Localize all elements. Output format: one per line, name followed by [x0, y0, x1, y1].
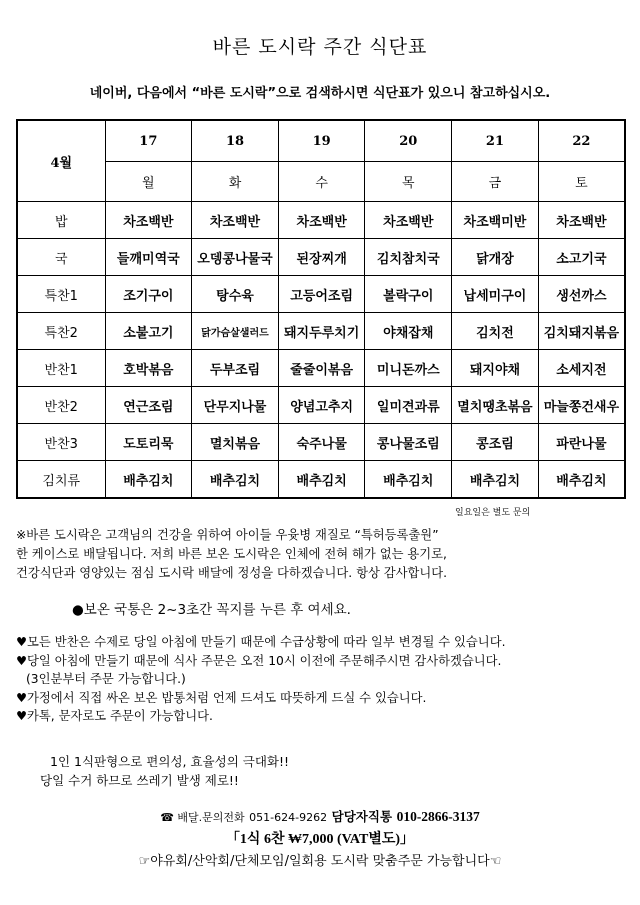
dish-cell: 닭개장	[452, 239, 539, 276]
slogan-line: 당일 수거 하므로 쓰레기 발생 제로!!	[40, 773, 239, 788]
row-label: 밥	[17, 202, 105, 239]
dish-cell: 김치참치국	[365, 239, 452, 276]
dish-cell: 돼지두루치기	[278, 313, 365, 350]
dish-cell: 조기구이	[105, 276, 192, 313]
intro-line: 한 케이스로 배달됩니다. 저희 바른 보온 도시락은 인체에 전혀 해가 없는 용기로,	[16, 547, 447, 561]
row-label: 반찬2	[17, 387, 105, 424]
table-row	[17, 202, 625, 239]
dish-cell: 오뎅콩나물국	[192, 239, 279, 276]
manager-label: 담당자직통	[331, 809, 393, 824]
notice-item: ♥가정에서 직접 싸온 보온 밥통처럼 언제 드셔도 따뜻하게 드실 수 있습니다.	[16, 690, 427, 705]
dish-cell: 차조백반	[192, 202, 279, 239]
dish-cell: 도토리묵	[105, 424, 192, 461]
soup-container-tip: ●보온 국통은 2~3초간 꼭지를 누른 후 여세요.	[72, 602, 351, 618]
dish-cell: 배추김치	[278, 461, 365, 499]
weekday-cell: 월	[105, 162, 192, 202]
notice-item: (3인분부터 주문 가능합니다.)	[26, 672, 186, 686]
dish-cell: 된장찌개	[278, 239, 365, 276]
dish-cell: 돼지야채	[452, 350, 539, 387]
dish-cell: 호박볶음	[105, 350, 192, 387]
date-cell: 19	[278, 120, 365, 162]
search-instruction: 네이버, 다음에서 “바른 도시락”으로 검색하시면 식단표가 있으니 참고하십시오.	[89, 86, 551, 101]
weekday-cell: 금	[452, 162, 539, 202]
dish-cell: 소고기국	[538, 239, 625, 276]
notice-item: ♥모든 반찬은 수제로 당일 아침에 만들기 때문에 수급상황에 따라 일부 변경될 수 있습니다.	[16, 635, 506, 649]
intro-line: 건강식단과 영양있는 점심 도시락 배달에 정성을 다하겠습니다. 항상 감사합니다.	[16, 566, 448, 580]
table-row	[17, 239, 625, 276]
dish-cell: 배추김치	[192, 461, 279, 499]
date-cell: 20	[365, 120, 452, 162]
dish-cell: 탕수육	[192, 276, 279, 313]
intro-line: ※바른 도시락은 고객님의 건강을 위하여 아이들 우윳병 재질로 “특허등록출원”	[16, 528, 439, 542]
date-header-row	[17, 120, 625, 162]
weekday-cell: 수	[278, 162, 365, 202]
table-row	[17, 461, 625, 499]
date-cell: 18	[192, 120, 279, 162]
table-row	[17, 313, 625, 350]
dish-cell: 차조백반	[538, 202, 625, 239]
row-label: 반찬3	[17, 424, 105, 461]
dish-cell: 미니돈까스	[365, 350, 452, 387]
footer	[0, 806, 640, 873]
dish-cell: 고등어조림	[278, 276, 365, 313]
dish-cell: 납세미구이	[452, 276, 539, 313]
dish-cell: 차조백반	[365, 202, 452, 239]
sunday-note: 일요일은 별도 문의	[455, 508, 531, 518]
weekday-cell: 목	[365, 162, 452, 202]
date-cell: 22	[538, 120, 625, 162]
weekday-cell: 토	[538, 162, 625, 202]
dish-cell: 숙주나물	[278, 424, 365, 461]
table-row	[17, 387, 625, 424]
dish-cell: 소불고기	[105, 313, 192, 350]
dish-cell: 닭가슴살샐러드	[192, 313, 279, 350]
slogan	[16, 752, 289, 790]
dish-cell: 차조백반	[105, 202, 192, 239]
notice-item: ♥당일 아침에 만들기 때문에 식사 주문은 오전 10시 이전에 주문해주시면 감사하겠습니다.	[16, 653, 502, 668]
notice-item: ♥카톡, 문자로도 주문이 가능합니다.	[16, 709, 213, 723]
dish-cell: 들깨미역국	[105, 239, 192, 276]
dish-cell: 김치전	[452, 313, 539, 350]
dish-cell: 차조백미반	[452, 202, 539, 239]
row-label: 특찬1	[17, 276, 105, 313]
weekday-cell: 화	[192, 162, 279, 202]
table-row	[17, 276, 625, 313]
dish-cell: 볼락구이	[365, 276, 452, 313]
dish-cell: 소세지전	[538, 350, 625, 387]
dish-cell: 배추김치	[365, 461, 452, 499]
dish-cell: 야채잡채	[365, 313, 452, 350]
dish-cell: 양념고추지	[278, 387, 365, 424]
table-row	[17, 350, 625, 387]
table-row	[17, 424, 625, 461]
dish-cell: 연근조림	[105, 387, 192, 424]
intro-paragraph	[16, 526, 626, 583]
dish-cell: 배추김치	[538, 461, 625, 499]
contact-line	[0, 806, 640, 829]
date-cell: 17	[105, 120, 192, 162]
date-cell: 21	[452, 120, 539, 162]
notice-list	[16, 633, 636, 726]
manager-phone[interactable]: 010-2866-3137	[396, 809, 480, 824]
dish-cell: 배추김치	[105, 461, 192, 499]
dish-cell: 김치돼지볶음	[538, 313, 625, 350]
row-label: 김치류	[17, 461, 105, 499]
price-info: 「1식 6찬 ₩7,000 (VAT별도)」	[225, 832, 415, 847]
phone-label: ☎ 배달.문의전화	[160, 811, 245, 824]
dish-cell: 줄줄이볶음	[278, 350, 365, 387]
dish-cell: 멸치땡초볶음	[452, 387, 539, 424]
dish-cell: 콩나물조림	[365, 424, 452, 461]
dish-cell: 두부조림	[192, 350, 279, 387]
dish-cell: 단무지나물	[192, 387, 279, 424]
weekly-menu-table	[16, 119, 626, 499]
dish-cell: 일미견과류	[365, 387, 452, 424]
phone-number[interactable]: 051-624-9262	[249, 811, 328, 824]
row-label: 특찬2	[17, 313, 105, 350]
weekday-header-row	[17, 162, 625, 202]
dish-cell: 배추김치	[452, 461, 539, 499]
slogan-line: 1인 1식판형으로 편의성, 효율성의 극대화!!	[50, 754, 289, 769]
dish-cell: 콩조림	[452, 424, 539, 461]
dish-cell: 차조백반	[278, 202, 365, 239]
row-label: 반찬1	[17, 350, 105, 387]
month-cell: 4월	[17, 120, 105, 202]
dish-cell: 파란나물	[538, 424, 625, 461]
group-order-info: ☞야유회/산악회/단체모임/일회용 도시락 맞춤주문 가능합니다☜	[138, 854, 502, 869]
dish-cell: 멸치볶음	[192, 424, 279, 461]
row-label: 국	[17, 239, 105, 276]
dish-cell: 마늘쫑건새우	[538, 387, 625, 424]
page-title: 바른 도시락 주간 식단표	[212, 36, 428, 58]
dish-cell: 생선까스	[538, 276, 625, 313]
